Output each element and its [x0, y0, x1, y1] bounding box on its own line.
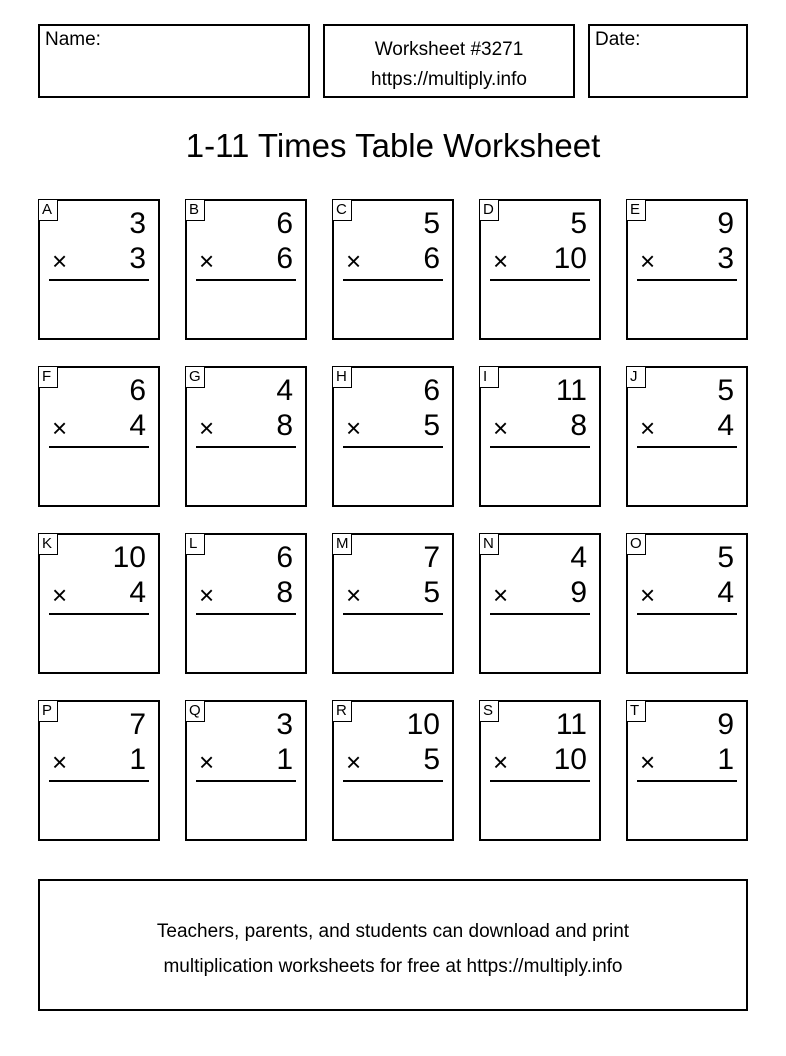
problem-letter: L [185, 533, 205, 555]
answer-line [343, 279, 443, 281]
problem-card [626, 366, 748, 507]
problem-letter: B [185, 199, 205, 221]
problem-card [626, 700, 748, 841]
date-label: Date: [595, 29, 641, 50]
multiplicand: 11 [555, 374, 587, 407]
multiplier: 1 [276, 743, 293, 776]
answer-line [637, 446, 737, 448]
multiplier: 4 [129, 576, 146, 609]
date-field-box [588, 24, 748, 98]
answer-line [343, 613, 443, 615]
problem-letter: F [38, 366, 58, 388]
answer-line [490, 279, 590, 281]
answer-line [196, 780, 296, 782]
multiplicand: 9 [717, 207, 734, 240]
problem-card [479, 366, 601, 507]
name-field-box [38, 24, 310, 98]
multiplier: 5 [423, 576, 440, 609]
multiplier: 6 [276, 242, 293, 275]
multiplicand: 7 [423, 541, 440, 574]
multiplier: 4 [717, 409, 734, 442]
multiplier: 5 [423, 743, 440, 776]
problem-card [479, 700, 601, 841]
multiplier: 3 [717, 242, 734, 275]
answer-line [49, 780, 149, 782]
problem-card [332, 700, 454, 841]
multiplicand: 5 [717, 541, 734, 574]
multiplier: 5 [423, 409, 440, 442]
multiplicand: 6 [129, 374, 146, 407]
multiplicand: 6 [276, 541, 293, 574]
answer-line [49, 446, 149, 448]
problem-card [38, 700, 160, 841]
problem-letter: P [38, 700, 58, 722]
problem-card [38, 199, 160, 340]
problem-card [626, 533, 748, 674]
multiplier: 4 [129, 409, 146, 442]
times-sign: × [199, 580, 215, 610]
problem-card [332, 366, 454, 507]
footer-line-1: Teachers, parents, and students can download and print [156, 921, 630, 942]
times-sign: × [52, 246, 68, 276]
times-sign: × [640, 747, 656, 777]
times-sign: × [52, 413, 68, 443]
times-sign: × [346, 580, 362, 610]
problem-letter: A [38, 199, 58, 221]
times-sign: × [199, 747, 215, 777]
multiplier: 4 [717, 576, 734, 609]
times-sign: × [52, 747, 68, 777]
multiplicand: 5 [423, 207, 440, 240]
problem-letter: E [626, 199, 646, 221]
multiplicand: 9 [717, 708, 734, 741]
multiplicand: 6 [423, 374, 440, 407]
answer-line [196, 446, 296, 448]
worksheet-id: Worksheet #3271 [374, 39, 524, 60]
times-sign: × [346, 246, 362, 276]
problem-card [479, 199, 601, 340]
problem-letter: Q [185, 700, 205, 722]
times-sign: × [346, 413, 362, 443]
times-sign: × [493, 580, 509, 610]
answer-line [637, 279, 737, 281]
problem-letter: D [479, 199, 499, 221]
problem-card [185, 533, 307, 674]
problem-card [185, 199, 307, 340]
answer-line [196, 279, 296, 281]
worksheet-url: https://multiply.info [371, 69, 527, 90]
name-label: Name: [45, 29, 101, 50]
multiplier: 10 [553, 743, 587, 776]
times-sign: × [640, 246, 656, 276]
problem-letter: K [38, 533, 58, 555]
multiplier: 3 [129, 242, 146, 275]
multiplier: 8 [570, 409, 587, 442]
problem-letter: T [626, 700, 646, 722]
footer-line-2: multiplication worksheets for free at https://multiply.info [163, 956, 623, 977]
multiplier: 8 [276, 409, 293, 442]
multiplicand: 4 [570, 541, 587, 574]
worksheet-info-box [323, 24, 575, 98]
multiplicand: 4 [276, 374, 293, 407]
answer-line [196, 613, 296, 615]
multiplicand: 7 [129, 708, 146, 741]
times-sign: × [199, 413, 215, 443]
problem-letter: N [479, 533, 499, 555]
multiplier: 9 [570, 576, 587, 609]
multiplicand: 11 [555, 708, 587, 741]
problem-card [38, 533, 160, 674]
multiplier: 8 [276, 576, 293, 609]
answer-line [490, 780, 590, 782]
problem-letter: O [626, 533, 646, 555]
multiplicand: 3 [129, 207, 146, 240]
times-sign: × [52, 580, 68, 610]
multiplier: 6 [423, 242, 440, 275]
multiplier: 10 [553, 242, 587, 275]
times-sign: × [493, 747, 509, 777]
footer-box [38, 879, 748, 1011]
multiplicand: 6 [276, 207, 293, 240]
times-sign: × [346, 747, 362, 777]
problem-letter: S [479, 700, 499, 722]
times-sign: × [640, 413, 656, 443]
multiplier: 1 [129, 743, 146, 776]
multiplicand: 10 [112, 541, 146, 574]
problem-letter: H [332, 366, 352, 388]
multiplicand: 3 [276, 708, 293, 741]
answer-line [343, 780, 443, 782]
multiplicand: 5 [717, 374, 734, 407]
times-sign: × [493, 246, 509, 276]
answer-line [490, 613, 590, 615]
problem-letter: C [332, 199, 352, 221]
problem-card [332, 533, 454, 674]
answer-line [49, 279, 149, 281]
multiplicand: 10 [406, 708, 440, 741]
times-sign: × [493, 413, 509, 443]
answer-line [49, 613, 149, 615]
problem-letter: G [185, 366, 205, 388]
problem-letter: M [332, 533, 352, 555]
answer-line [637, 613, 737, 615]
answer-line [343, 446, 443, 448]
problem-letter: R [332, 700, 352, 722]
problem-card [332, 199, 454, 340]
times-sign: × [640, 580, 656, 610]
problem-letter: J [626, 366, 646, 388]
answer-line [490, 446, 590, 448]
problem-card [185, 366, 307, 507]
times-sign: × [199, 246, 215, 276]
problem-card [479, 533, 601, 674]
answer-line [637, 780, 737, 782]
problem-card [626, 199, 748, 340]
problem-card [185, 700, 307, 841]
multiplicand: 5 [570, 207, 587, 240]
page-title: 1-11 Times Table Worksheet [185, 127, 601, 164]
problem-card [38, 366, 160, 507]
multiplier: 1 [717, 743, 734, 776]
problem-letter: I [479, 366, 499, 388]
